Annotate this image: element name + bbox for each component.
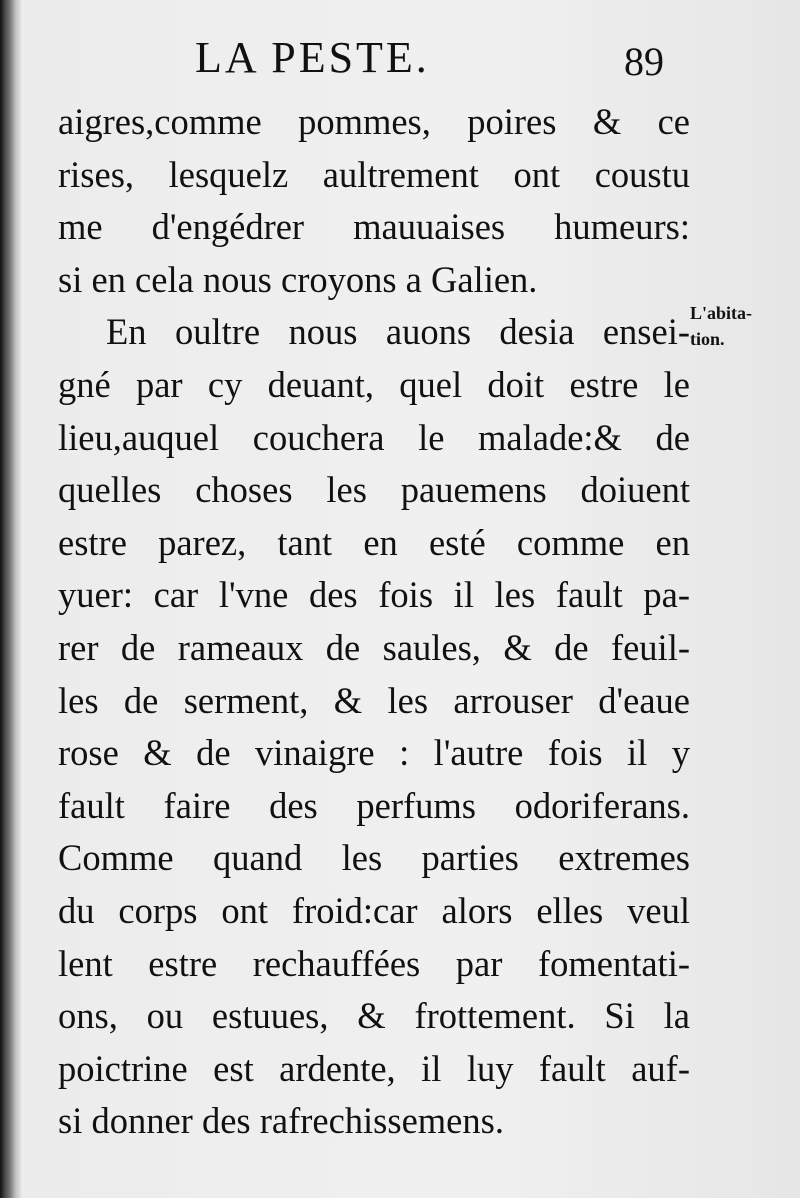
text-line: lieu,auquel couchera le malade:& de <box>58 416 690 458</box>
text-line: poictrine est ardente, il luy fault auf- <box>58 1047 690 1089</box>
text-line: gné par cy deuant, quel doit estre le <box>58 363 690 405</box>
text-line: yuer: car l'vne des fois il les fault pa- <box>58 574 690 616</box>
text-line: lent estre rechauffées par fomentati- <box>58 942 690 984</box>
binding-gutter <box>0 0 22 1198</box>
text-line: si donner des rafrechissemens. <box>58 1100 504 1142</box>
text-line: du corps ont froid:car alors elles veul <box>58 889 690 931</box>
text-line: me d'engédrer mauuaises humeurs: <box>58 206 690 248</box>
marginal-note-line: tion. <box>690 329 725 349</box>
text-line: ons, ou estuues, & frottement. Si la <box>58 995 690 1037</box>
text-line: rises, lesquelz aultrement ont coustu <box>58 153 690 195</box>
text-line: fault faire des perfums odoriferans. <box>58 784 690 826</box>
body-text <box>58 96 690 1148</box>
text-line: En oultre nous auons desia ensei- <box>106 311 690 353</box>
text-line: Comme quand les parties extremes <box>58 837 690 879</box>
text-line: rer de rameaux de saules, & de feuil- <box>58 626 690 668</box>
text-line: estre parez, tant en esté comme en <box>58 521 690 563</box>
page-number: 89 <box>624 39 664 84</box>
text-line: aigres,comme pommes, poires & ce <box>58 101 690 142</box>
marginal-note-line: L'abita- <box>690 303 753 323</box>
text-line: rose & de vinaigre : l'autre fois il y <box>58 732 690 774</box>
text-line: si en cela nous croyons a Galien. <box>58 258 538 300</box>
running-head: LA PESTE. <box>195 33 430 82</box>
marginal-note <box>690 300 790 352</box>
text-line: les de serment, & les arrouser d'eaue <box>58 679 690 721</box>
text-line: quelles choses les pauemens doiuent <box>58 469 690 511</box>
